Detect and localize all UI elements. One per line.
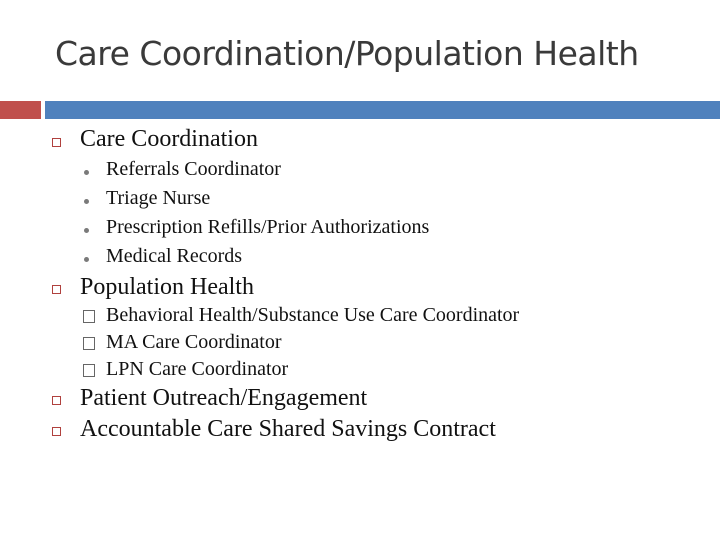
list-item: Behavioral Health/Substance Use Care Coordinator	[106, 304, 520, 326]
list-item: Prescription Refills/Prior Authorizations	[106, 216, 430, 238]
list-item: LPN Care Coordinator	[106, 358, 289, 380]
square-bullet-icon	[52, 427, 61, 436]
round-bullet-icon	[84, 228, 89, 233]
section-heading: Care Coordination	[80, 126, 258, 152]
round-bullet-icon	[84, 170, 89, 175]
section-heading: Accountable Care Shared Savings Contract	[80, 416, 496, 442]
slide-title: Care Coordination/Population Health	[55, 34, 639, 73]
list-item: Medical Records	[106, 245, 243, 267]
list-item: Referrals Coordinator	[106, 158, 281, 180]
round-bullet-icon	[84, 257, 89, 262]
section-heading: Population Health	[80, 274, 254, 300]
square-bullet-icon	[52, 285, 61, 294]
square-bullet-icon	[52, 396, 61, 405]
list-item: MA Care Coordinator	[106, 331, 282, 353]
missing-glyph-box-icon	[83, 337, 95, 350]
square-bullet-icon	[52, 138, 61, 147]
section-heading: Patient Outreach/Engagement	[80, 385, 368, 411]
round-bullet-icon	[84, 199, 89, 204]
missing-glyph-box-icon	[83, 310, 95, 323]
list-item: Triage Nurse	[106, 187, 211, 209]
missing-glyph-box-icon	[83, 364, 95, 377]
